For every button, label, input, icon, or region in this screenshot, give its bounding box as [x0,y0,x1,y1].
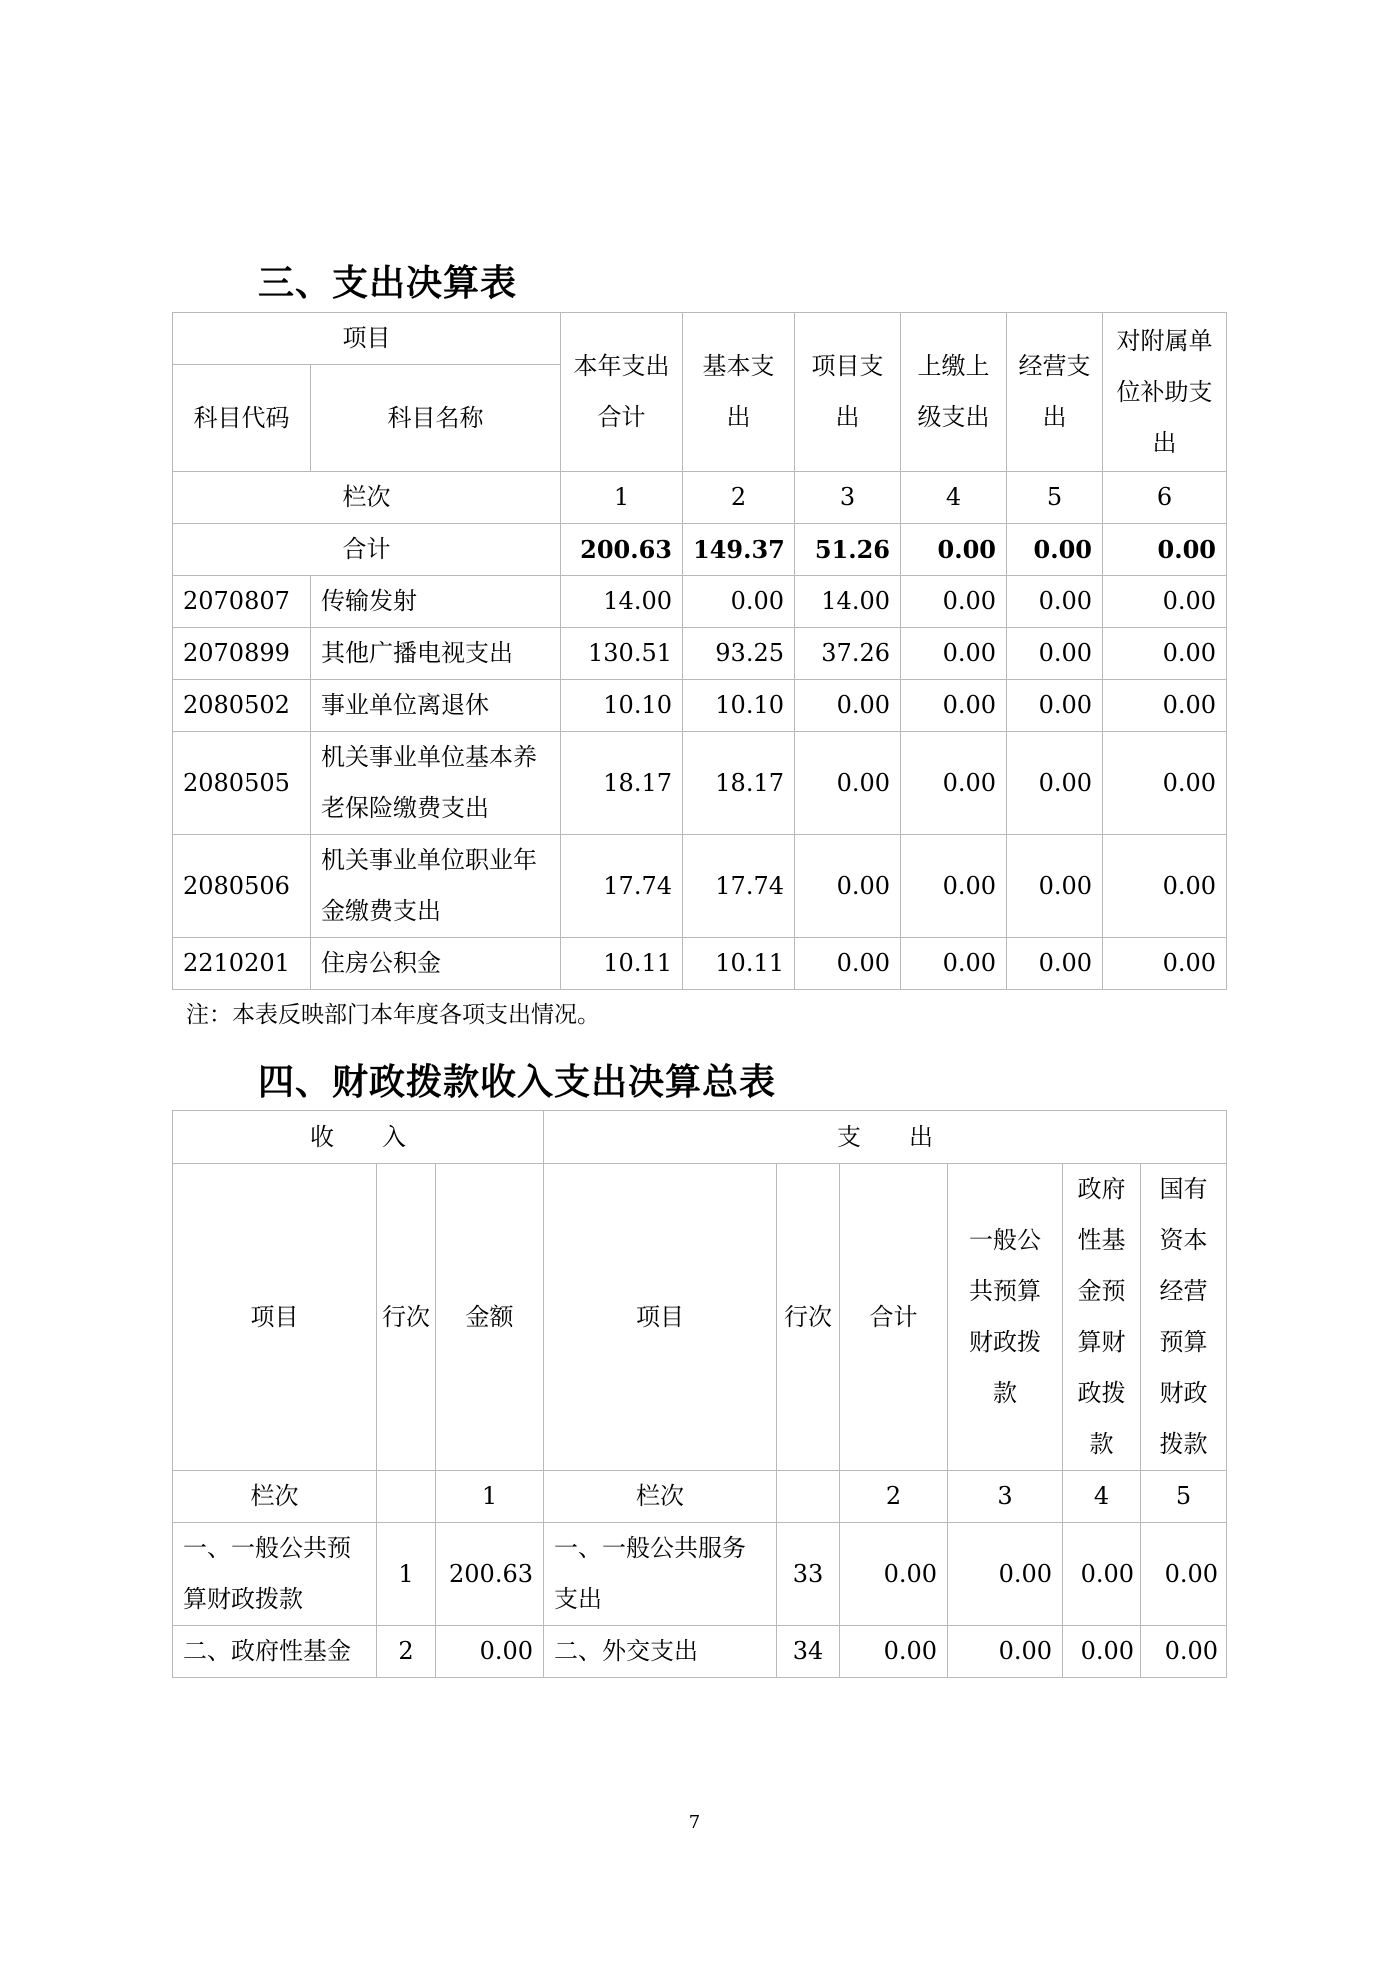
income-line: 2 [377,1626,436,1678]
expense-value: 0.00 [1063,1626,1141,1678]
row-value: 0.00 [901,835,1007,938]
expense-value: 0.00 [840,1626,948,1678]
lanci-cell: 4 [1063,1471,1141,1523]
header-name: 科目名称 [311,365,561,472]
expense-item: 二、外交支出 [544,1626,777,1678]
total-value: 51.26 [795,524,901,576]
lanci-label: 栏次 [173,472,561,524]
row-value: 0.00 [901,938,1007,990]
lanci-cell: 6 [1103,472,1227,524]
table-row [173,628,1227,680]
header-project: 项目 [173,313,561,365]
expense-value: 0.00 [840,1523,948,1626]
row-value: 0.00 [1103,732,1227,835]
row-value: 14.00 [561,576,683,628]
row-value: 0.00 [1103,628,1227,680]
row-value: 10.10 [683,680,795,732]
section3-title: 三、支出决算表 [258,263,518,304]
row-name: 机关事业单位职业年金缴费支出 [311,835,561,938]
total-value: 200.63 [561,524,683,576]
income-line-header: 行次 [377,1164,436,1471]
income-amount: 200.63 [436,1523,544,1626]
row-code: 2070807 [173,576,311,628]
row-value: 0.00 [795,835,901,938]
row-value: 0.00 [1007,835,1103,938]
header-col-2: 基本支出 [683,313,795,472]
row-value: 130.51 [561,628,683,680]
row-value: 10.11 [683,938,795,990]
row-value: 0.00 [1103,938,1227,990]
income-item: 一、一般公共预算财政拨款 [173,1523,377,1626]
row-value: 0.00 [1007,628,1103,680]
row-value: 0.00 [683,576,795,628]
row-value: 17.74 [683,835,795,938]
expense-line-header: 行次 [777,1164,840,1471]
row-code: 2210201 [173,938,311,990]
lanci-label: 栏次 [173,1471,377,1523]
row-value: 0.00 [901,680,1007,732]
total-value: 0.00 [901,524,1007,576]
income-amount: 0.00 [436,1626,544,1678]
header-col-6: 对附属单位补助支出 [1103,313,1227,472]
expense-value: 0.00 [1141,1523,1227,1626]
row-value: 0.00 [1007,938,1103,990]
expenditure-table [172,312,1227,990]
row-code: 2070899 [173,628,311,680]
gov-fund-header: 政府性基金预算财政拨款 [1063,1164,1141,1471]
row-name: 事业单位离退休 [311,680,561,732]
table-row [173,938,1227,990]
row-value: 0.00 [1007,680,1103,732]
row-value: 0.00 [795,938,901,990]
total-value: 0.00 [1103,524,1227,576]
expense-line: 33 [777,1523,840,1626]
header-col-3: 项目支出 [795,313,901,472]
expense-value: 0.00 [948,1523,1063,1626]
row-value: 0.00 [795,732,901,835]
income-header: 收 入 [173,1111,544,1164]
table-row [173,576,1227,628]
row-code: 2080506 [173,835,311,938]
row-name: 机关事业单位基本养老保险缴费支出 [311,732,561,835]
row-value: 0.00 [1103,576,1227,628]
row-value: 0.00 [901,576,1007,628]
income-amount-header: 金额 [436,1164,544,1471]
expense-item-header: 项目 [544,1164,777,1471]
row-value: 18.17 [561,732,683,835]
row-value: 10.11 [561,938,683,990]
lanci-cell: 3 [795,472,901,524]
table-row [173,1626,1227,1678]
row-name: 其他广播电视支出 [311,628,561,680]
row-value: 14.00 [795,576,901,628]
lanci-row [173,472,1227,524]
state-capital-header: 国有资本经营预算财政拨款 [1141,1164,1227,1471]
expense-value: 0.00 [1063,1523,1141,1626]
lanci-empty [777,1471,840,1523]
total-value: 0.00 [1007,524,1103,576]
expense-value: 0.00 [948,1626,1063,1678]
row-name: 传输发射 [311,576,561,628]
total-label: 合计 [173,524,561,576]
row-value: 17.74 [561,835,683,938]
row-value: 0.00 [795,680,901,732]
lanci-cell: 5 [1007,472,1103,524]
row-value: 93.25 [683,628,795,680]
table-note: 注：本表反映部门本年度各项支出情况。 [186,1002,600,1028]
lanci-cell: 5 [1141,1471,1227,1523]
table-row [173,1523,1227,1626]
row-value: 0.00 [901,732,1007,835]
total-value: 149.37 [683,524,795,576]
row-code: 2080502 [173,680,311,732]
fiscal-appropriation-table [172,1110,1227,1678]
expense-line: 34 [777,1626,840,1678]
income-item-header: 项目 [173,1164,377,1471]
lanci-cell: 2 [840,1471,948,1523]
row-value: 18.17 [683,732,795,835]
income-item: 二、政府性基金 [173,1626,377,1678]
row-value: 0.00 [901,628,1007,680]
expense-total-header: 合计 [840,1164,948,1471]
header-col-5: 经营支出 [1007,313,1103,472]
lanci-cell: 1 [561,472,683,524]
table-row [173,835,1227,938]
header-col-1: 本年支出合计 [561,313,683,472]
expense-value: 0.00 [1141,1626,1227,1678]
section4-title: 四、财政拨款收入支出决算总表 [258,1062,777,1103]
header-code: 科目代码 [173,365,311,472]
table-row [173,680,1227,732]
total-row [173,524,1227,576]
row-code: 2080505 [173,732,311,835]
row-name: 住房公积金 [311,938,561,990]
expense-item: 一、一般公共服务支出 [544,1523,777,1626]
lanci-row [173,1471,1227,1523]
row-value: 37.26 [795,628,901,680]
page-number: 7 [688,1812,701,1833]
general-budget-header: 一般公共预算财政拨款 [948,1164,1063,1471]
lanci-cell: 4 [901,472,1007,524]
row-value: 10.10 [561,680,683,732]
lanci-empty [377,1471,436,1523]
row-value: 0.00 [1103,835,1227,938]
table-row [173,732,1227,835]
row-value: 0.00 [1007,576,1103,628]
expense-header: 支 出 [544,1111,1227,1164]
row-value: 0.00 [1103,680,1227,732]
income-line: 1 [377,1523,436,1626]
row-value: 0.00 [1007,732,1103,835]
lanci-label: 栏次 [544,1471,777,1523]
lanci-cell: 2 [683,472,795,524]
header-col-4: 上缴上级支出 [901,313,1007,472]
lanci-cell: 3 [948,1471,1063,1523]
lanci-cell: 1 [436,1471,544,1523]
